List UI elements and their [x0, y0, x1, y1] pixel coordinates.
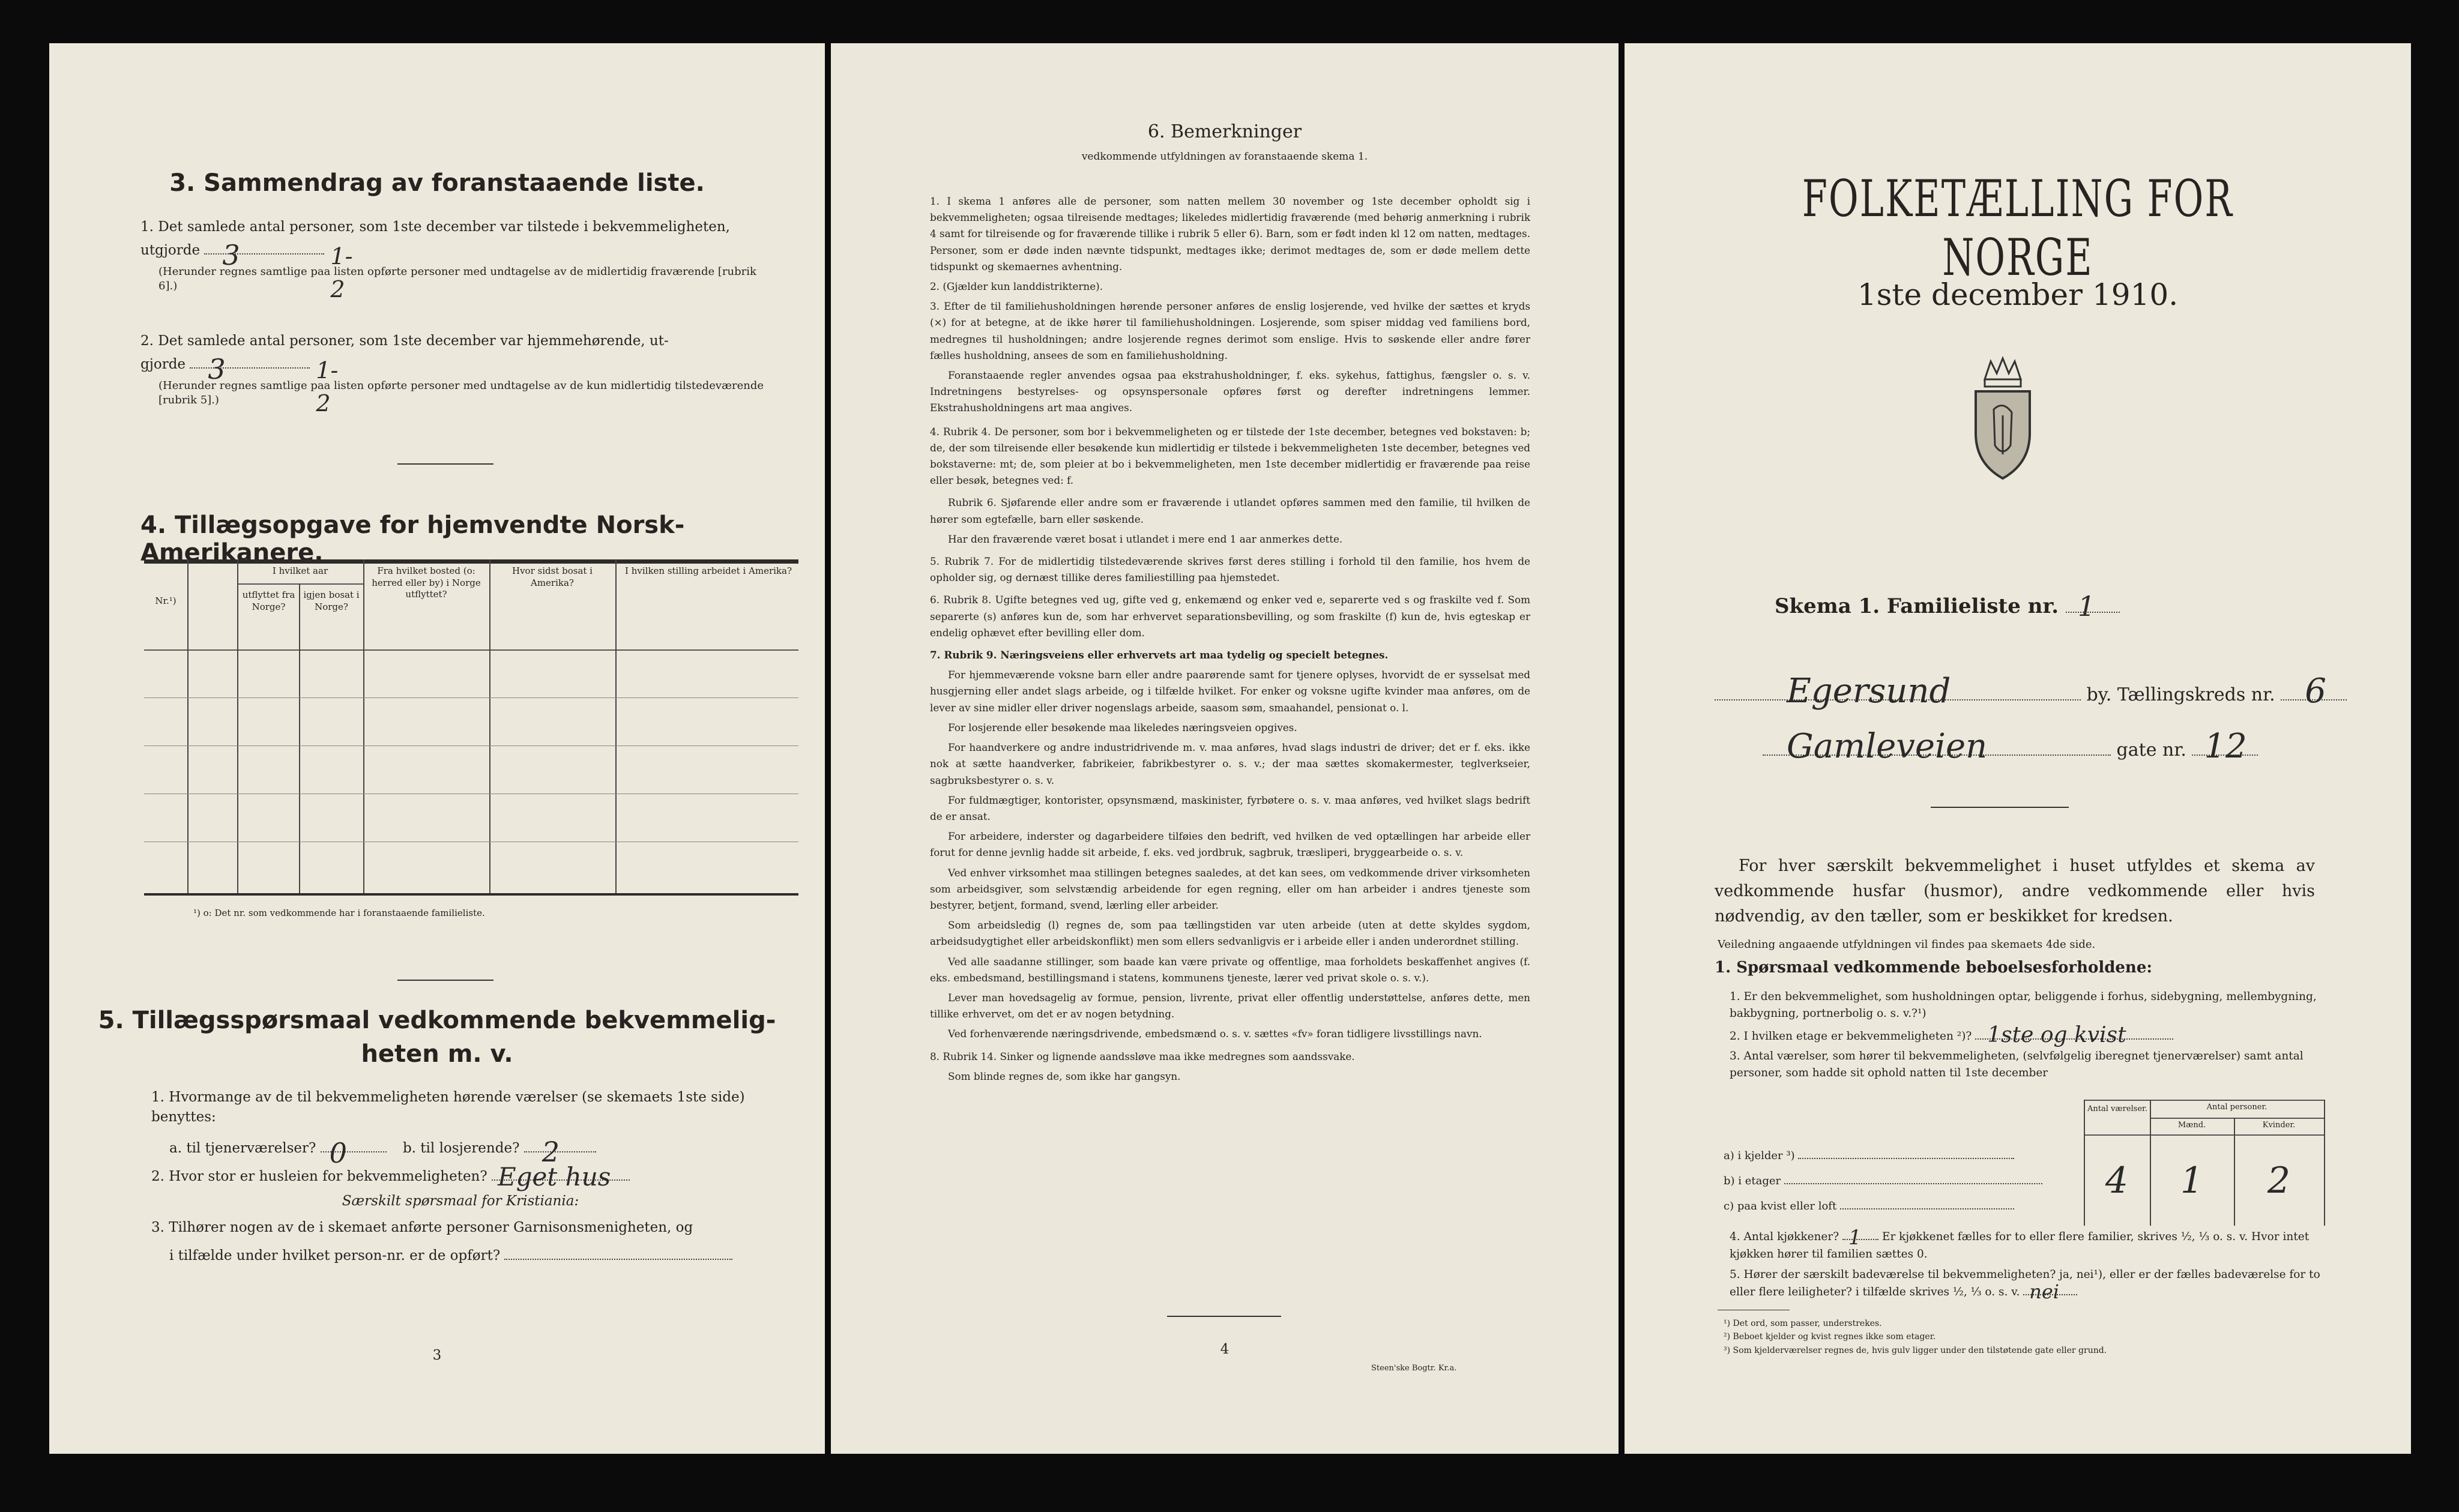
remarks-title: 6. Bemerkninger: [1147, 121, 1302, 142]
table-top-rule: [2084, 1100, 2324, 1101]
group-rule: [2150, 1118, 2324, 1119]
s5-q2-value: Eget hus: [498, 1162, 611, 1192]
vaerelser-value: 4: [2105, 1160, 2129, 1202]
col-maend-header: Mænd.: [2177, 1121, 2206, 1130]
remark-7k: Ved forhenværende næringsdrivende, embedsmænd o. s. v. sættes «fv» foran tidligere livsstillings navn.: [948, 1028, 1482, 1040]
s5-questions: [151, 1088, 770, 1270]
remark-7j: Lever man hovedsagelig av formue, pension, livrente, privat eller offentlig understøttelse, anføres dette, men tillike erhvervet, om det er av nogen betydning.: [930, 991, 1530, 1020]
s3-q1-extra: 1-2: [330, 243, 353, 303]
divider: [397, 980, 493, 981]
col-kvinder-header: Kvinder.: [2262, 1121, 2296, 1130]
q1-4-text: 4. Antal kjøkkener?: [1730, 1230, 1839, 1243]
remark-7e: For fuldmægtiger, kontorister, opsynsmænd, maskinister, fyrbøtere o. s. v. maa anføres, ved hvilket slags bedrift de er ansat.: [930, 794, 1530, 822]
page-number: 4: [1220, 1342, 1230, 1357]
row-etager: [1724, 1174, 2078, 1188]
q1-3-text: 3. Antal værelser, som hører til bekvemmeligheten, (selvfølgelig iberegnet tjenerværelser) samt antal personer, som hadde sit ophold natten til 1ste december: [1730, 1050, 2304, 1079]
col-rule: [187, 559, 189, 896]
col-rule: [299, 583, 300, 896]
etage-field[interactable]: [1975, 1022, 2173, 1047]
section-3-title: 3. Sammendrag av foranstaaende liste.: [169, 169, 705, 197]
s5-q3-text2: i tilfælde under hvilket person-nr. er de opført?: [169, 1248, 501, 1264]
s3-question-1: [140, 217, 771, 303]
leader-dots: [1798, 1158, 2014, 1159]
col-fra-header: Fra hvilket bosted (o: herred eller by) i Norge utflyttet?: [372, 565, 481, 600]
kreds-field[interactable]: [2281, 672, 2347, 711]
remark-2: 2. (Gjælder kun landdistrikterne).: [930, 280, 1103, 293]
header-rule: [144, 649, 798, 651]
page-3-summary: [49, 43, 825, 1454]
gate-label: gate nr.: [2116, 739, 2186, 761]
s5-q3-text: 3. Tilhører nogen av de i skemaet anførte personer Garnisonsmenigheten, og: [151, 1219, 693, 1235]
col-vaerelser-header: Antal værelser.: [2087, 1104, 2147, 1113]
col-rule: [489, 559, 490, 896]
remark-7: 7. Rubrik 9. Næringsveiens eller erhvervets art maa tydelig og specielt betegnes.: [930, 649, 1389, 661]
col-hvor-header: Hvor sidst bosat i Amerika?: [512, 565, 593, 588]
remark-8b: Som blinde regnes de, som ikke har gangsyn.: [948, 1070, 1181, 1082]
remark-7d: For haandverkere og andre industridrivende m. v. maa anføres, hvad slags industri de driver; det er f. eks. ikke nok at sætte haandverker, fabrikeier, fabrikbestyrer o. s. v.; der maa sættes skomakermester, teglverkseier, sagbruksbestyrer o. s. v.: [930, 741, 1530, 786]
s5-q1b-value: 2: [542, 1135, 560, 1168]
gate-value: Gamleveien: [1787, 727, 1988, 766]
s4-footnote: ¹) o: Det nr. som vedkommende har i foranstaaende familieliste.: [193, 908, 485, 918]
skema-label: Skema 1. Familieliste nr.: [1775, 594, 2059, 618]
census-title: FOLKETÆLLING FOR NORGE: [1802, 169, 2234, 287]
row-rule: [144, 697, 798, 698]
footnote-3: ³) Som kjelderværelser regnes de, hvis gulv ligger under den tilstøtende gate eller grund.: [1724, 1345, 2107, 1355]
row-etager-label: b) i etager: [1724, 1175, 1781, 1187]
s5-q1b-field[interactable]: [524, 1135, 596, 1168]
row-kjelder-label: a) i kjelder ³): [1724, 1149, 1795, 1162]
remark-3: 3. Efter de til familiehusholdningen hørende personer anføres de enslig losjerende, ved hvilke der sættes et kryds (×) for at betegne, at de ikke hører til familiehusholdningen. Losjerende, som spiser middag ved familiens bord, medregnes til husholdningen; andre losjerende regnes derimot som enslige. Hvis to søskende eller andre fører fælles husholdning, ansees de som en familiehusholdning.: [930, 300, 1530, 361]
remark-7b: For hjemmeværende voksne barn eller andre paarørende samt for tjenere oplyses, hvorvidt de er sysselsat med husgjerning eller andet slags arbeide, og i tilfælde hvilket. For enker og voksne ugifte kvinder maa anføres, om de lever av sine midler eller driver nogenslags arbeide, saasom søm, smaahandel, pensionat o. l.: [930, 669, 1530, 714]
footnote-1: ¹) Det ord, som passer, understrekes.: [1724, 1319, 1882, 1328]
s3-q1-field[interactable]: [204, 239, 353, 303]
group-header-rule: [237, 583, 363, 585]
s5-q3-field[interactable]: [504, 1259, 732, 1260]
s3-q1-note: (Herunder regnes samtlige paa listen opførte personer med undtagelse av de midlertidig fraværende [rubrik 6].): [158, 265, 756, 292]
familieliste-nr-value: 1: [2077, 590, 2096, 622]
divider: [397, 463, 493, 465]
page-number: 3: [432, 1348, 442, 1363]
footnotes: [1724, 1317, 2107, 1357]
s5-q1a-label: a. til tjenerværelser?: [169, 1140, 316, 1156]
table-bottom-rule: [144, 893, 798, 896]
remark-7c: For losjerende eller besøkende maa likeledes næringsveien opgives.: [948, 721, 1297, 733]
bad-field[interactable]: [2023, 1280, 2077, 1304]
coat-of-arms-icon: [1964, 355, 2042, 481]
s3-q2-text: 2. Det samlede antal personer, som 1ste december var hjemmehørende, ut-: [140, 333, 669, 349]
gate-nr-value: 12: [2204, 727, 2247, 766]
col-nr-header: Nr.¹): [155, 595, 177, 606]
location-line-2: [1763, 727, 2375, 766]
s3-q1-label: utgjorde: [140, 242, 201, 259]
census-date: 1ste december 1910.: [1857, 277, 2179, 312]
remark-8: 8. Rubrik 14. Sinker og lignende aandssløve maa ikke medregnes som aandssvake.: [930, 1050, 1355, 1062]
kjokken-value: 1: [1848, 1226, 1862, 1250]
by-label: by.: [2086, 684, 2112, 705]
row-kvist: [1724, 1199, 2078, 1214]
skema-line: [1775, 590, 2120, 622]
q1-heading: 1. Spørsmaal vedkommende beboelsesforholdene:: [1715, 959, 2152, 977]
s5-q2-label: 2. Hvor stor er husleien for bekvemmeligheten?: [151, 1169, 487, 1185]
s3-q1-text: 1. Det samlede antal personer, som 1ste december var tilstede i bekvemmeligheten,: [140, 219, 730, 235]
table-top-rule: [144, 559, 798, 564]
remark-4b: Rubrik 6. Sjøfarende eller andre som er fraværende i utlandet opføres sammen med den familie, til hvilken de hører som egtefælle, barn eller søskende.: [930, 496, 1530, 525]
s5-q1a-field[interactable]: [321, 1136, 387, 1169]
q1-4-rest: Er kjøkkenet fælles for to eller flere familier, skrives ½, ⅓ o. s. v. Hvor intet kjøkken hører til familien sættes 0.: [1730, 1230, 2310, 1261]
maend-value: 1: [2180, 1160, 2204, 1202]
s5-q1-text: 1. Hvormange av de til bekvemmeligheten hørende værelser (se skemaets 1ste side) benyttes:: [151, 1089, 745, 1125]
header-rule: [2084, 1134, 2324, 1136]
familieliste-nr-field[interactable]: [2066, 590, 2120, 622]
row-rule: [144, 745, 798, 746]
gate-nr-field[interactable]: [2192, 727, 2258, 766]
s5-title-line2: heten m. v.: [361, 1040, 513, 1068]
row-kjelder: [1724, 1149, 2078, 1163]
col-utflyttet-header: utflyttet fra Norge?: [242, 589, 295, 612]
q1-2-text: 2. I hvilken etage er bekvemmeligheten ²)?: [1730, 1029, 1972, 1043]
q1-items: [1718, 989, 2324, 1085]
s3-question-2: [140, 331, 771, 417]
s5-title-line1: 5. Tillægsspørsmaal vedkommende bekvemmelig-: [98, 1007, 776, 1034]
col-rule: [615, 559, 617, 896]
s3-q2-label: gjorde: [140, 357, 186, 373]
col-rule: [237, 559, 238, 896]
s3-q2-field[interactable]: [190, 353, 339, 417]
remarks-subtitle: vedkommende utfyldningen av foranstaaende skema 1.: [1081, 151, 1368, 163]
s3-q2-extra: 1-2: [316, 357, 339, 417]
remark-1: 1. I skema 1 anføres alle de personer, som natten mellem 30 november og 1ste december opholdt sig i bekvemmeligheten; ogsaa tilreisende medtages; likeledes midlertidig fraværende (med behørig anmerkning i rubrik 4 samt for tilreisende og for fraværende tillike i rubrik 5 eller 6). Barn, som er født inden kl 12 om natten, medtages. Personer, som er døde inden nævnte tidspunkt, medtages ikke; derimot medtages de, som er døde mellem dette tidspunkt og skemaernes avhentning.: [930, 195, 1530, 273]
col-personer-header: Antal personer.: [2206, 1103, 2267, 1112]
remark-7g: Ved enhver virksomhet maa stillingen betegnes saaledes, at det kan sees, om vedkommende driver virksomheten som arbeidsgiver, som selvstændig arbeidende for egen regning, eller om han arbeider i andres tjeneste som bestyrer, betjent, formand, svend, lærling eller arbeider.: [930, 866, 1530, 911]
row-kvist-label: c) paa kvist eller loft: [1724, 1200, 1837, 1212]
leader-dots: [1784, 1183, 2042, 1184]
kreds-label: Tællingskreds nr.: [2117, 684, 2275, 705]
remark-4c: Har den fraværende været bosat i utlandet i mere end 1 aar anmerkes dette.: [948, 532, 1343, 545]
remarks-body: [930, 193, 1530, 1088]
norsk-amerikaner-table: [144, 559, 798, 896]
col-rule: [363, 559, 364, 896]
q1-items-2: [1730, 1226, 2330, 1305]
s3-q2-note: (Herunder regnes samtlige paa listen opførte personer med undtagelse av de kun midlertidig tilstedeværende [rubrik 5].): [158, 379, 764, 406]
etage-value: 1ste og kvist: [1987, 1022, 2126, 1047]
q1-5-text: 5. Hører der særskilt badeværelse til bekvemmeligheten? ja, nei¹), eller er der fælles badeværelse for to eller flere leiligheter? i tilfælde skrives ½, ⅓ o. s. v.: [1730, 1268, 2320, 1299]
s5-kristiania-heading: Særskilt spørsmaal for Kristiania:: [342, 1193, 579, 1209]
col-igjen-header: igjen bosat i Norge?: [303, 589, 360, 612]
remark-7h: Som arbeidsledig (l) regnes de, som paa tællingstiden var uten arbeide (uten at dette skyldes sygdom, arbeidsudygtighet eller arbeidskonflikt) men som ellers sedvanligvis er i arbeide eller i anden underordnet stilling.: [930, 919, 1530, 948]
s5-q2-field[interactable]: [492, 1162, 630, 1192]
divider: [1931, 807, 2069, 808]
s3-q1-value: 3: [222, 239, 240, 272]
intro-text: For hver særskilt bekvemmelighet i huset utfyldes et skema av vedkommende husfar (husmor), andre vedkommende eller hvis nødvendig, av den tæller, som er beskikket for kredsen.: [1715, 857, 2315, 926]
remark-7i: Ved alle saadanne stillinger, som baade kan være private og offentlige, maa forholdets beskaffenhet angives (f. eks. embedsmand, bestillingsmand i statens, kommunens tjeneste, lærer ved privat skole o. s. v.).: [930, 955, 1530, 984]
q1-1-text: 1. Er den bekvemmelighet, som husholdningen optar, beliggende i forhus, sidebygning, mellembygning, bakbygning, portnerbolig o. s. v.?¹): [1730, 990, 2317, 1020]
veiledning-note: Veiledning angaaende utfyldningen vil findes paa skemaets 4de side.: [1718, 938, 2096, 951]
section-4-title: 4. Tillægsopgave for hjemvendte Norsk-Amerikanere.: [140, 511, 685, 567]
remark-7f: For arbeidere, inderster og dagarbeidere tilføies den bedrift, ved hvilken de ved optællingen har arbeide eller forut for denne jevnlig hadde sit arbeide, f. eks. ved jordbruk, sagbruk, træsliperi, bryggearbeide o. s. v.: [930, 830, 1530, 859]
kreds-value: 6: [2305, 672, 2326, 711]
col-group-header: I hvilket aar: [272, 565, 328, 576]
col-stilling-header: I hvilken stilling arbeidet i Amerika?: [625, 565, 792, 576]
footnote-2: ²) Beboet kjelder og kvist regnes ikke som etager.: [1724, 1332, 1936, 1342]
section-5-title: [49, 1004, 825, 1071]
remark-3b: Foranstaaende regler anvendes ogsaa paa ekstrahusholdninger, f. eks. sykehus, fattighus, fængsler o. s. v. Indretningens bestyrelses- og opsynspersonale opføres først og derefter indretningens lemmer. Ekstrahusholdningens art maa angives.: [930, 369, 1530, 414]
s5-q1a-value: 0: [329, 1136, 347, 1169]
remark-6: 6. Rubrik 8. Ugifte betegnes ved ug, gifte ved g, enkemænd og enker ved e, separerte ved s og fraskilte ved f. Som separerte (s) anføres kun de, som har erhvervet separationsbevilling, og som fraskilte (f) kun de, hvis egteskap er endelig ophævet efter bevilling eller dom.: [930, 594, 1530, 639]
location-line-1: [1715, 672, 2375, 711]
divider: [1167, 1316, 1281, 1317]
leader-dots: [1840, 1208, 2014, 1209]
col-rule: [2324, 1100, 2325, 1226]
page-4-remarks: [831, 43, 1619, 1454]
remark-4: 4. Rubrik 4. De personer, som bor i bekvemmeligheten og er tilstede der 1ste december, betegnes ved bokstaven: b; de, der som tilreisende eller besøkende kun midlertidig er tilstede i bekvemmeligheten 1ste december, betegnes ved bokstaverne: mt; de, som pleier at bo i bekvemmeligheten, men 1ste december midlertidig er fraværende paa reise eller besøk, betegnes ved: f.: [930, 425, 1530, 487]
s5-q1b-label: b. til losjerende?: [402, 1140, 520, 1156]
page-1-cover: [1625, 43, 2411, 1454]
room-table: [1724, 1100, 2324, 1226]
city-value: Egersund: [1787, 672, 1951, 711]
kvinder-value: 2: [2267, 1160, 2291, 1202]
s3-q2-value: 3: [208, 353, 226, 386]
bad-value: nei: [2029, 1280, 2060, 1304]
gate-field[interactable]: [1763, 727, 2111, 766]
printer-imprint: Steen'ske Bogtr. Kr.a.: [1371, 1364, 1457, 1373]
remark-5: 5. Rubrik 7. For de midlertidig tilstedeværende skrives først deres stilling i forhold til den familie, hos hvem de opholder sig, og dernæst tillike deres familiestilling paa hjemstedet.: [930, 555, 1530, 584]
kjokken-field[interactable]: [1842, 1226, 1878, 1250]
city-field[interactable]: [1715, 672, 2081, 711]
